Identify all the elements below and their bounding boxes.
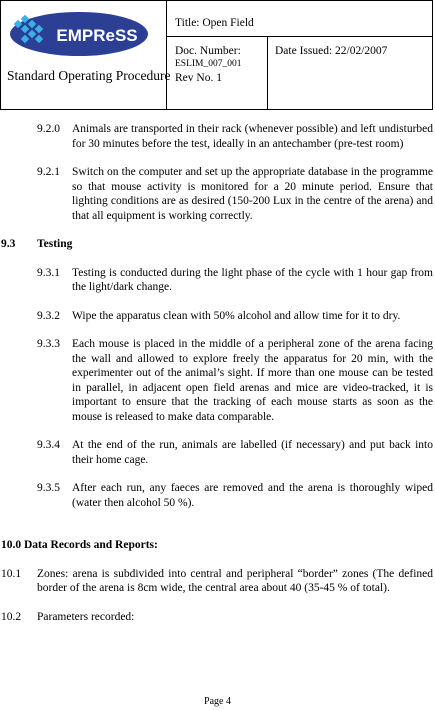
page-number: Page 4 bbox=[204, 696, 231, 707]
logo-text: EMPReSS bbox=[56, 26, 138, 45]
step-number: 9.3.3 bbox=[37, 338, 60, 350]
document-header bbox=[0, 0, 433, 110]
step-number: 9.2.1 bbox=[37, 166, 60, 178]
procedure-step bbox=[0, 567, 435, 596]
step-text: Animals are transported in their rack (whenever possible) and left undisturbed for 30 minutes before the test, ideally in an antechamber (pre-test room) bbox=[72, 123, 433, 150]
revision-number: Rev No. 1 bbox=[175, 72, 222, 84]
procedure-step bbox=[0, 610, 435, 625]
procedure-step bbox=[0, 337, 435, 424]
procedure-step bbox=[0, 266, 435, 295]
section-number: 9.3 bbox=[1, 238, 16, 250]
header-divider bbox=[267, 36, 268, 109]
procedure-step bbox=[0, 481, 435, 510]
section-heading bbox=[0, 237, 435, 252]
step-number: 10.2 bbox=[1, 610, 22, 623]
step-number: 10.1 bbox=[1, 567, 22, 580]
step-number: 9.3.5 bbox=[37, 482, 60, 494]
step-text: After each run, any faeces are removed and the arena is thoroughly wiped (water then alcohol 50 %). bbox=[72, 482, 433, 509]
step-text: Testing is conducted during the light phase of the cycle with 1 hour gap from the light/dark change. bbox=[72, 266, 433, 293]
document-body bbox=[0, 122, 435, 624]
procedure-step bbox=[0, 438, 435, 467]
step-text: At the end of the run, animals are labelled (if necessary) and put back into their home cage. bbox=[72, 439, 433, 466]
header-divider bbox=[166, 1, 167, 109]
doc-id: ESLIM_007_001 bbox=[175, 59, 242, 69]
step-number: 9.3.1 bbox=[37, 266, 60, 279]
step-text: Zones: arena is subdivided into central and peripheral “border” zones (The defined border of the arena is 8cm wide, the central area about 40 (35-45 % of total). bbox=[37, 567, 433, 594]
sop-label: Standard Operating Procedure bbox=[7, 68, 171, 83]
step-number: 9.3.4 bbox=[37, 439, 60, 451]
step-text: Wipe the apparatus clean with 50% alcohol and allow time for it to dry. bbox=[72, 309, 401, 322]
step-number: 9.3.2 bbox=[37, 309, 60, 322]
step-number: 9.2.0 bbox=[37, 123, 60, 135]
step-text: Each mouse is placed in the middle of a peripheral zone of the arena facing the wall and allowed to explore freely the apparatus for 20 min, with the experimenter out of the animal’s sight. If more than one mouse can be tested in parallel, in adjacent open field arenas and mice are video-tracked, it is important to ensure that the tracking of each mouse starts as soon as the mouse is released to make data comparable. bbox=[72, 338, 433, 423]
doc-number-label: Doc. Number: bbox=[175, 45, 241, 57]
date-issued: Date Issued: 22/02/2007 bbox=[275, 45, 388, 57]
step-text: Switch on the computer and set up the appropriate database in the programme so that mouse activity is monitored for a 20 minute period. Ensure that lighting conditions are as desired (150-200 Lux in the centre of the arena) and that all equipment is working correctly. bbox=[72, 166, 433, 222]
step-text: Parameters recorded: bbox=[37, 610, 135, 623]
procedure-step bbox=[0, 309, 435, 324]
procedure-step bbox=[0, 165, 435, 223]
header-divider bbox=[166, 36, 432, 37]
empress-logo bbox=[9, 11, 149, 57]
procedure-step bbox=[0, 122, 435, 151]
section-heading: 10.0 Data Records and Reports: bbox=[1, 539, 158, 551]
document-title: Title: Open Field bbox=[175, 17, 254, 29]
section-title: Testing bbox=[37, 238, 73, 250]
